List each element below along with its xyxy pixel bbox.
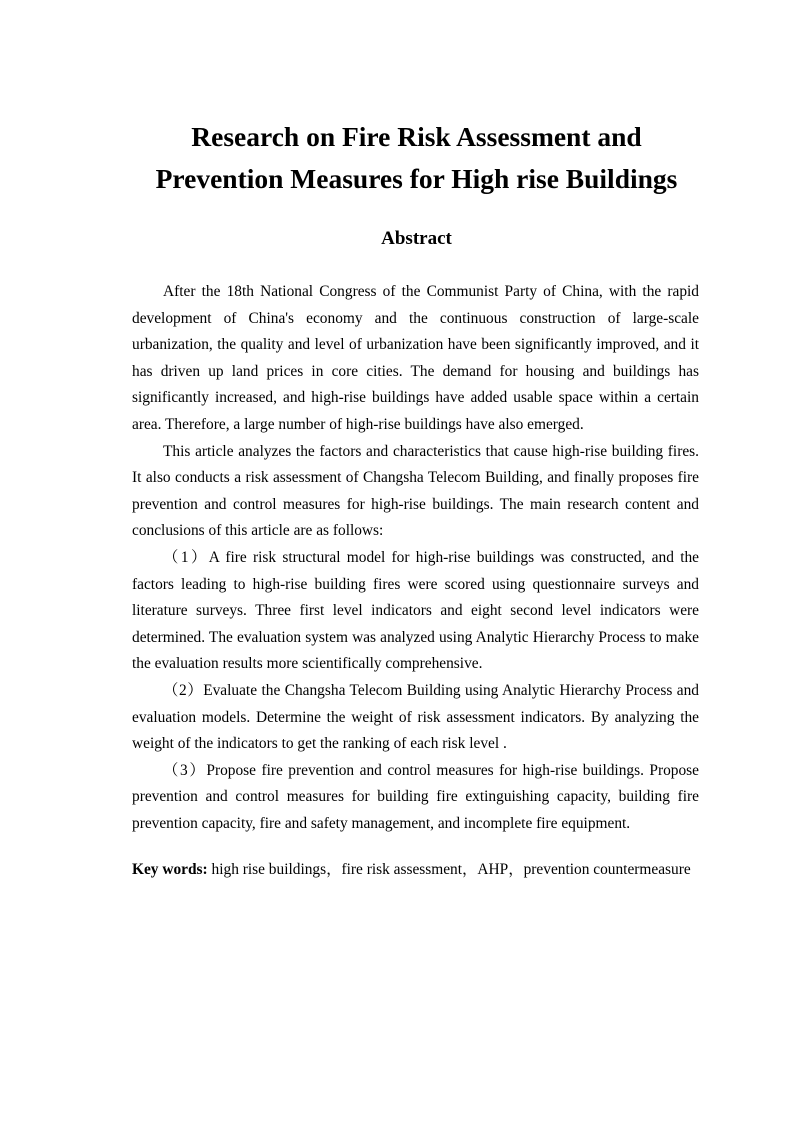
paper-title-line-2: Prevention Measures for High rise Buildings [155,163,678,194]
paper-title-line-1: Research on Fire Risk Assessment and [191,121,642,152]
keywords-line [132,857,732,883]
abstract-heading: Abstract [381,228,452,249]
abstract-paragraph-4: （2）Evaluate the Changsha Telecom Building using Analytic Hierarchy Process and evaluation models. Determine the weight of risk assessment indicators. By analyzing the weight of the indicators to get the ranking of each risk level . [132,681,699,753]
keywords-label: Key words: [132,861,208,878]
abstract-paragraph-3: （1）A fire risk structural model for high-rise buildings was constructed, and the factors leading to high-rise building fires were scored using questionnaire surveys and literature surveys. Three first level indicators and eight second level indicators were determined. The evaluation system was analyzed using Analytic Hierarchy Process to make the evaluation results more scientifically comprehensive. [132,548,699,673]
abstract-paragraph-5: （3）Propose fire prevention and control measures for high-rise buildings. Propose prevention and control measures for building fire extinguishing capacity, building fire prevention capacity, fire and safety management, and incomplete fire equipment. [132,761,699,832]
paper-title [80,116,753,200]
abstract-body [132,279,699,837]
abstract-paragraph-2: This article analyzes the factors and characteristics that cause high-rise building fires. It also conducts a risk assessment of Changsha Telecom Building, and finally proposes fire prevention and control measures for high-rise buildings. The main research content and conclusions of this article are as follows: [132,442,699,540]
abstract-paragraph-1: After the 18th National Congress of the Communist Party of China, with the rapid development of China's economy and the continuous construction of large-scale urbanization, the quality and level of urbanization have been significantly improved, and it has driven up land prices in core cities. The demand for housing and buildings has significantly increased, and high-rise buildings have added usable space within a certain area. Therefore, a large number of high-rise buildings have also emerged. [132,283,699,433]
keywords-text: high rise buildings，fire risk assessment，AHP，prevention countermeasure [211,861,691,878]
